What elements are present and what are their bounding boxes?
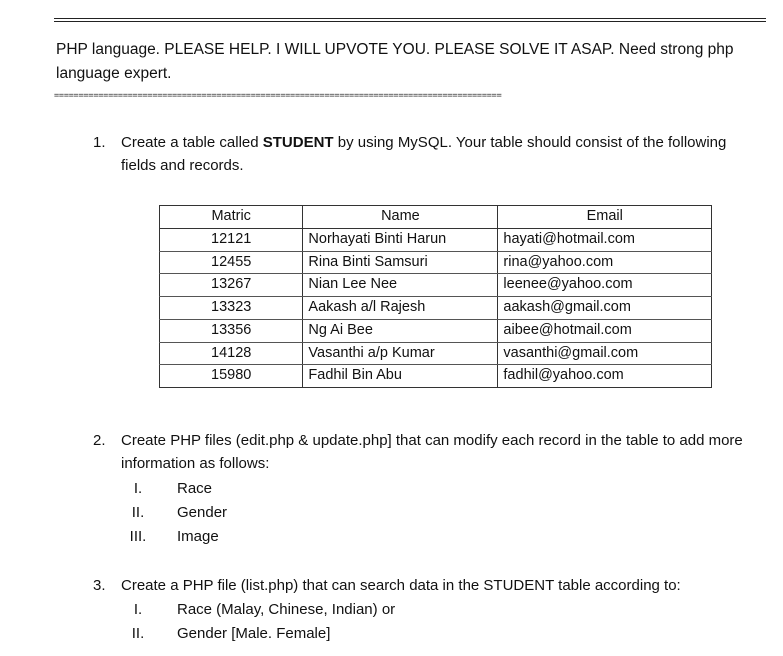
- cell-matric: 13323: [160, 297, 303, 320]
- cell-name: Nian Lee Nee: [303, 274, 498, 297]
- cell-email: leenee@yahoo.com: [498, 274, 712, 297]
- cell-name: Fadhil Bin Abu: [303, 365, 498, 388]
- task-2-number: 2.: [93, 432, 106, 449]
- cell-email: fadhil@yahoo.com: [498, 365, 712, 388]
- list-item-text: Gender: [177, 504, 228, 521]
- intro-text: PHP language. PLEASE HELP. I WILL UPVOTE YOU. PLEASE SOLVE IT ASAP. Need strong php language expert.: [56, 41, 734, 82]
- list-marker: III.: [129, 528, 147, 545]
- table-row: [160, 297, 712, 320]
- table-row: [160, 342, 712, 365]
- top-rule: [54, 18, 766, 19]
- task-3-text: Create a PHP file (list.php) that can search data in the STUDENT table according to:: [121, 577, 681, 594]
- task-1-number: 1.: [93, 134, 106, 151]
- cell-name: Norhayati Binti Harun: [303, 229, 498, 252]
- cell-matric: 14128: [160, 342, 303, 365]
- task-3-number: 3.: [93, 577, 106, 594]
- cell-email: rina@yahoo.com: [498, 251, 712, 274]
- header-name: Name: [303, 206, 498, 229]
- list-marker: II.: [131, 504, 145, 521]
- table-row: [160, 365, 712, 388]
- list-item-text: Image: [177, 528, 219, 545]
- cell-matric: 12121: [160, 229, 303, 252]
- table-row: [160, 274, 712, 297]
- table-row: [160, 229, 712, 252]
- list-marker: II.: [131, 625, 145, 642]
- top-rule-double: [54, 21, 766, 22]
- list-marker: I.: [133, 601, 143, 618]
- table-name: STUDENT: [262, 134, 334, 151]
- cell-matric: 13267: [160, 274, 303, 297]
- cell-email: aakash@gmail.com: [498, 297, 712, 320]
- header-email: Email: [498, 206, 712, 229]
- cell-email: vasanthi@gmail.com: [498, 342, 712, 365]
- table-row: [160, 319, 712, 342]
- table-row: [160, 251, 712, 274]
- student-table: [159, 205, 712, 388]
- header-matric: Matric: [160, 206, 303, 229]
- cell-matric: 12455: [160, 251, 303, 274]
- cell-name: Rina Binti Samsuri: [303, 251, 498, 274]
- cell-name: Ng Ai Bee: [303, 319, 498, 342]
- cell-email: aibee@hotmail.com: [498, 319, 712, 342]
- list-item-text: Race: [177, 480, 213, 497]
- cell-name: Aakash a/l Rajesh: [303, 297, 498, 320]
- cell-matric: 13356: [160, 319, 303, 342]
- cell-email: hayati@hotmail.com: [498, 229, 712, 252]
- task-1-text-before: Create a table called: [121, 134, 263, 151]
- list-marker: I.: [133, 480, 143, 497]
- cell-matric: 15980: [160, 365, 303, 388]
- table-header-row: [160, 206, 712, 229]
- list-item-text: Gender [Male. Female]: [177, 625, 331, 642]
- list-item-text: Race (Malay, Chinese, Indian) or: [177, 601, 396, 618]
- cell-name: Vasanthi a/p Kumar: [303, 342, 498, 365]
- separator-line: ===========================================================================================: [54, 91, 502, 101]
- task-1-text-after: by using MySQL. Your table should consist of the following fields and records.: [121, 134, 727, 174]
- task-2-text: Create PHP files (edit.php & update.php] that can modify each record in the table to add more information as follows:: [121, 432, 743, 472]
- task-1-text: [121, 131, 751, 177]
